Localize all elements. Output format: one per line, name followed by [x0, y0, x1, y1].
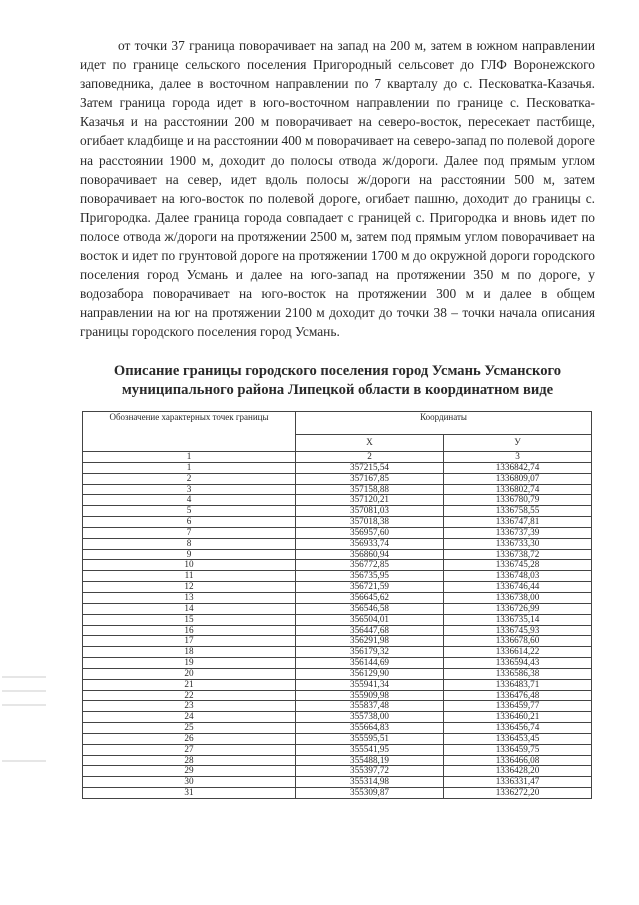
table-row	[83, 668, 592, 679]
x-value: 355309,87	[296, 788, 444, 799]
y-value: 1336594,43	[444, 658, 592, 669]
x-value: 355314,98	[296, 777, 444, 788]
header-y: У	[444, 435, 592, 452]
point-number: 31	[83, 788, 296, 799]
point-number: 7	[83, 527, 296, 538]
table-row	[83, 625, 592, 636]
header-x: X	[296, 435, 444, 452]
point-number: 20	[83, 668, 296, 679]
y-value: 1336483,71	[444, 679, 592, 690]
x-value: 356721,59	[296, 582, 444, 593]
point-number: 12	[83, 582, 296, 593]
table-row	[83, 766, 592, 777]
x-value: 355738,00	[296, 712, 444, 723]
table-row	[83, 777, 592, 788]
point-number: 19	[83, 658, 296, 669]
point-number: 8	[83, 538, 296, 549]
x-value: 357215,54	[296, 462, 444, 473]
table-row	[83, 538, 592, 549]
coordinates-table	[82, 411, 592, 799]
x-value: 356447,68	[296, 625, 444, 636]
table-row	[83, 712, 592, 723]
table-row	[83, 549, 592, 560]
x-value: 356957,60	[296, 527, 444, 538]
x-value: 356735,95	[296, 571, 444, 582]
x-value: 356772,85	[296, 560, 444, 571]
table-row	[83, 723, 592, 734]
point-number: 13	[83, 592, 296, 603]
y-value: 1336802,74	[444, 484, 592, 495]
y-value: 1336466,08	[444, 755, 592, 766]
y-value: 1336476,48	[444, 690, 592, 701]
margin-artifact	[2, 704, 46, 706]
x-value: 357158,88	[296, 484, 444, 495]
y-value: 1336733,30	[444, 538, 592, 549]
table-row	[83, 679, 592, 690]
x-value: 357120,21	[296, 495, 444, 506]
point-number: 30	[83, 777, 296, 788]
point-number: 2	[83, 473, 296, 484]
point-number: 17	[83, 636, 296, 647]
y-value: 1336735,14	[444, 614, 592, 625]
coordinates-table-body	[83, 462, 592, 798]
point-number: 3	[83, 484, 296, 495]
table-row	[83, 473, 592, 484]
point-number: 26	[83, 733, 296, 744]
point-number: 22	[83, 690, 296, 701]
table-row	[83, 582, 592, 593]
x-value: 356860,94	[296, 549, 444, 560]
section-heading: Описание границы городского поселения город Усмань Усманского муниципального района Липецкой области в координатном виде	[113, 363, 562, 398]
point-number: 24	[83, 712, 296, 723]
point-number: 16	[83, 625, 296, 636]
table-row	[83, 733, 592, 744]
table-row	[83, 755, 592, 766]
x-value: 355664,83	[296, 723, 444, 734]
table-row	[83, 462, 592, 473]
y-value: 1336459,77	[444, 701, 592, 712]
x-value: 355837,48	[296, 701, 444, 712]
x-value: 355488,19	[296, 755, 444, 766]
header-point-designation: Обозначение характерных точек границы	[83, 412, 296, 452]
point-number: 10	[83, 560, 296, 571]
column-number-2: 2	[296, 452, 444, 463]
x-value: 356129,90	[296, 668, 444, 679]
point-number: 11	[83, 571, 296, 582]
y-value: 1336586,38	[444, 668, 592, 679]
x-value: 357018,38	[296, 517, 444, 528]
y-value: 1336726,99	[444, 603, 592, 614]
y-value: 1336460,21	[444, 712, 592, 723]
table-row	[83, 788, 592, 799]
y-value: 1336738,00	[444, 592, 592, 603]
point-number: 23	[83, 701, 296, 712]
x-value: 355595,51	[296, 733, 444, 744]
table-row	[83, 614, 592, 625]
x-value: 355941,34	[296, 679, 444, 690]
x-value: 356546,58	[296, 603, 444, 614]
column-number-3: 3	[444, 452, 592, 463]
y-value: 1336842,74	[444, 462, 592, 473]
y-value: 1336428,20	[444, 766, 592, 777]
header-coordinates: Координаты	[296, 412, 592, 435]
table-row	[83, 636, 592, 647]
table-row	[83, 495, 592, 506]
x-value: 355541,95	[296, 744, 444, 755]
x-value: 357081,03	[296, 506, 444, 517]
y-value: 1336746,44	[444, 582, 592, 593]
point-number: 9	[83, 549, 296, 560]
y-value: 1336745,93	[444, 625, 592, 636]
point-number: 14	[83, 603, 296, 614]
y-value: 1336737,39	[444, 527, 592, 538]
x-value: 356291,98	[296, 636, 444, 647]
y-value: 1336678,60	[444, 636, 592, 647]
y-value: 1336758,55	[444, 506, 592, 517]
table-row	[83, 690, 592, 701]
table-row	[83, 527, 592, 538]
point-number: 6	[83, 517, 296, 528]
x-value: 357167,85	[296, 473, 444, 484]
y-value: 1336459,75	[444, 744, 592, 755]
y-value: 1336456,74	[444, 723, 592, 734]
x-value: 355397,72	[296, 766, 444, 777]
y-value: 1336272,20	[444, 788, 592, 799]
table-row	[83, 701, 592, 712]
y-value: 1336738,72	[444, 549, 592, 560]
table-row	[83, 603, 592, 614]
margin-artifact	[2, 676, 46, 678]
table-row	[83, 571, 592, 582]
point-number: 5	[83, 506, 296, 517]
x-value: 356144,69	[296, 658, 444, 669]
y-value: 1336748,03	[444, 571, 592, 582]
table-row	[83, 592, 592, 603]
point-number: 25	[83, 723, 296, 734]
table-row	[83, 658, 592, 669]
table-row	[83, 484, 592, 495]
table-row	[83, 517, 592, 528]
y-value: 1336745,28	[444, 560, 592, 571]
x-value: 356933,74	[296, 538, 444, 549]
x-value: 356179,32	[296, 647, 444, 658]
point-number: 21	[83, 679, 296, 690]
point-number: 29	[83, 766, 296, 777]
x-value: 356645,62	[296, 592, 444, 603]
column-number-1: 1	[83, 452, 296, 463]
point-number: 28	[83, 755, 296, 766]
y-value: 1336331,47	[444, 777, 592, 788]
margin-artifact	[2, 690, 46, 692]
point-number: 18	[83, 647, 296, 658]
margin-artifact	[2, 760, 46, 762]
point-number: 27	[83, 744, 296, 755]
x-value: 355909,98	[296, 690, 444, 701]
y-value: 1336614,22	[444, 647, 592, 658]
table-row	[83, 744, 592, 755]
point-number: 4	[83, 495, 296, 506]
table-row	[83, 647, 592, 658]
table-row	[83, 560, 592, 571]
point-number: 1	[83, 462, 296, 473]
point-number: 15	[83, 614, 296, 625]
table-row	[83, 506, 592, 517]
y-value: 1336453,45	[444, 733, 592, 744]
y-value: 1336809,07	[444, 473, 592, 484]
boundary-description-paragraph: от точки 37 граница поворачивает на запад на 200 м, затем в южном направлении идет по границе сельского поселения Пригородный сельсовет до ГЛФ Воронежского заповедника, далее в восточном направлении по 7 кварталу до с. Песковатка-Казачья. Затем граница города идет в юго-восточном направлении по границе с. Песковатка-Казачья и на расстоянии 200 м поворачивает на северо-восток, пересекает пастбище, огибает кладбище и на расстоянии 400 м поворачивает на северо-запад по полевой дороге на расстоянии 1900 м, доходит до полосы отвода ж/дороги. Далее под прямым углом поворачивает на север, идет вдоль полосы ж/дороги на расстоянии 500 м, затем поворачивает на юго-восток по полевой дороге, огибает пашню, доходит до границы с. Пригородка. Далее граница города совпадает с границей с. Пригородка и вновь идет по полосе отвода ж/дороги на протяжении 2500 м, затем под прямым углом поворачивает на восток и идет по грунтовой дороге на протяжении 1700 м до окружной дороги городского поселения город Усмань и далее на юго-запад на протяжении 350 м по дороге, у водозабора поворачивает на юго-восток на протяжении 300 м и далее в общем направлении на юг на протяжении 2100 м доходит до точки 38 – точки начала описания границы городского поселения город Усмань.	[80, 38, 595, 340]
x-value: 356504,01	[296, 614, 444, 625]
y-value: 1336780,79	[444, 495, 592, 506]
y-value: 1336747,81	[444, 517, 592, 528]
